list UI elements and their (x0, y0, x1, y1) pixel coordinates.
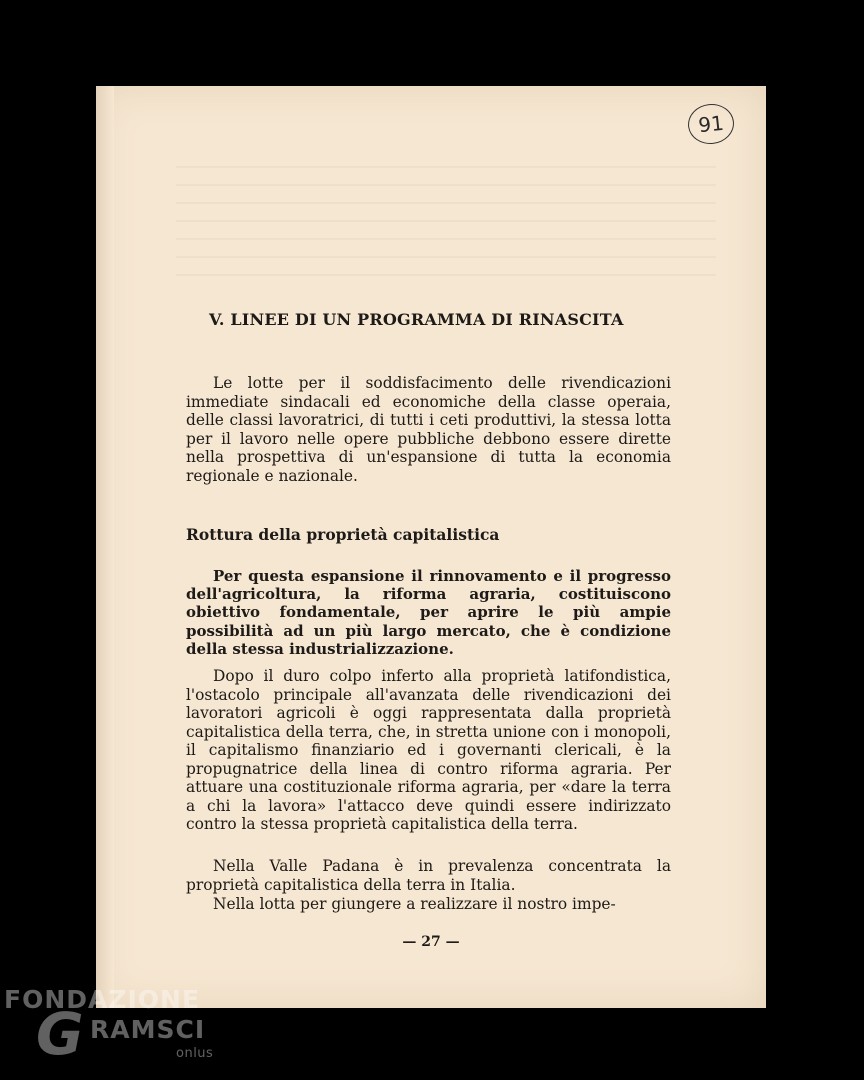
paragraph-3: Nella Valle Padana è in prevalenza concentrata la proprietà capitalistica della terra in Italia. (186, 857, 671, 894)
page-binding-edge (96, 86, 114, 1008)
watermark-line-2: RAMSCI (90, 1015, 206, 1044)
watermark-line-3: onlus (176, 1046, 214, 1061)
foundation-watermark (4, 985, 224, 1075)
intro-paragraph: Le lotte per il soddisfacimento delle rivendicazioni immediate sindacali ed economiche della classe operaia, delle classi lavoratrici, di tutti i ceti produttivi, la stessa lotta per il lavoro nelle opere pubbliche debbono essere dirette nella prospettiva di un'espansione di tutta la economia regionale e nazionale. (186, 374, 671, 485)
paragraph-1: Per questa espansione il rinnovamento e il progresso dell'agricoltura, la riforma agraria, costituiscono obiettivo fondamentale, per aprire le più ampie possibilità ad un più largo mercato, che è condizione della stessa industrializzazione. (186, 567, 671, 658)
handwritten-page-number-text: 91 (697, 110, 725, 138)
chapter-title: V. LINEE DI UN PROGRAMMA DI RINASCITA (209, 310, 624, 329)
handwritten-page-number (686, 102, 736, 147)
show-through-text (176, 166, 716, 286)
watermark-logo-letter: G (36, 1000, 84, 1068)
paragraph-2: Dopo il duro colpo inferto alla proprietà latifondistica, l'ostacolo principale all'avanzata delle rivendicazioni dei lavoratori agricoli è oggi rappresentata dalla proprietà capitalistica della terra, che, in stretta unione con i monopoli, il capitalismo finanziario ed i governanti clericali, è la propugnatrice della linea di contro riforma agraria. Per attuare una costituzionale riforma agraria, per «dare la terra a chi la lavora» l'attacco deve quindi essere indirizzato contro la stessa proprietà capitalistica della terra. (186, 667, 671, 833)
printed-page-number: — 27 — (402, 934, 460, 950)
document-page (96, 86, 766, 1008)
paragraph-4: Nella lotta per giungere a realizzare il nostro impe- (213, 895, 616, 913)
watermark-line-1: FONDAZIONE (4, 985, 201, 1014)
section-heading: Rottura della proprietà capitalistica (186, 525, 500, 544)
